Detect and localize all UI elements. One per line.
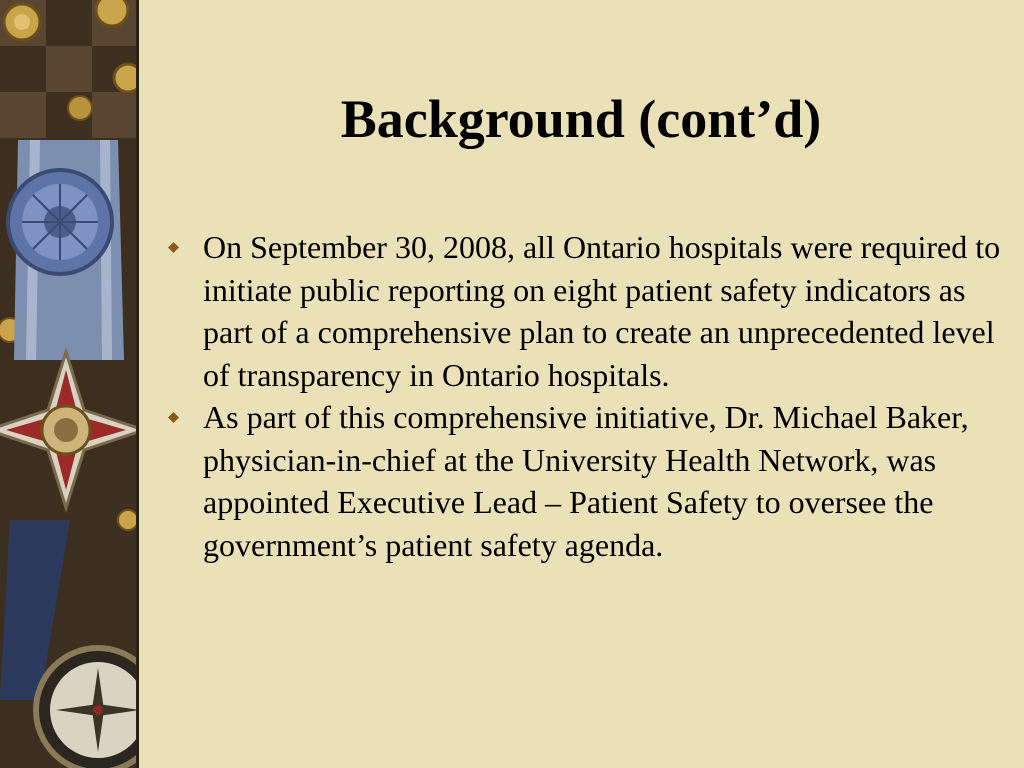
bullet-list: [166, 226, 1006, 566]
diamond-bullet-icon: [168, 412, 179, 423]
bullet-item: [166, 226, 1006, 396]
bullet-text: As part of this comprehensive initiative, Dr. Michael Baker, physician-in-chief at the University Health Network, was appointed Executive Lead – Patient Safety to oversee the government’s patient safety agenda.: [203, 399, 969, 563]
diamond-bullet-icon: [168, 242, 179, 253]
medal-collage-image: [0, 0, 138, 768]
slide-title: Background (cont’d): [340, 89, 822, 149]
bullet-text: On September 30, 2008, all Ontario hospitals were required to initiate public reporting on eight patient safety indicators as part of a comprehensive plan to create an unprecedented level of transparency in Ontario hospitals.: [203, 229, 1001, 393]
decorative-medal-photo-strip: [0, 0, 138, 768]
bullet-item: [166, 396, 1006, 566]
